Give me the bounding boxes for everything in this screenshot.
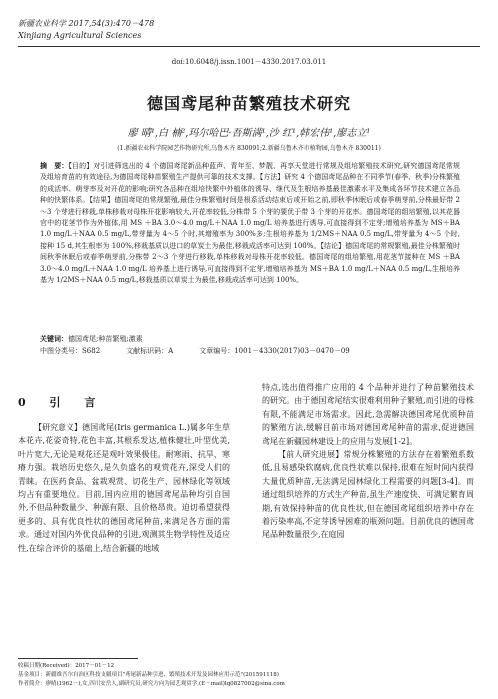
paragraph: 特点,选出值得推广应用的 4 个品种并进行了种苗繁殖技术的研究。由于德国鸢尾结实很难利用种子繁殖,而引进的母株有限,不能满足市场需求。因此,急需解决德国鸢尾优质种苗的繁殖方法,缓解目前市场对德国鸢尾种苗的需求,促进德国鸢尾在新疆园林建设上的应用与发展[1-2]。 [262, 383, 474, 446]
doi-link[interactable]: doi:10.6048/j.issn.1001－4330.2017.03.011 [171, 58, 327, 66]
keywords [40, 333, 460, 345]
abstract-label: 摘 要： [40, 161, 69, 170]
clc-number: 中图分类号：S682 [40, 347, 101, 355]
abstract [40, 160, 460, 286]
footnote-rule [18, 658, 138, 659]
header-rule [18, 46, 480, 47]
keywords-text: 德国鸢尾;种苗繁殖;激素 [68, 335, 143, 343]
document-code: 文献标识码：A [126, 347, 174, 355]
article-number: 文章编号：1001－4330(2017)03－0470－09 [199, 347, 350, 355]
footnote-fund: 基金项目：新疆维吾尔自治区科技支疆项目"鸢尾新品种引进、繁殖技术开发及园林应用示范"(201591118) [18, 672, 279, 678]
footnote-received: 收稿日期(Received)：2017－01－12 [18, 663, 115, 669]
abstract-text: 【目的】对引进筛选出的 4 个德国鸢尾新品种蓝声、青年至、梦靓、再享天堂进行常规及组培繁殖技术研究,研究德国鸢尾常规及组培育苗的有效途径,为德国鸢尾种苗繁殖生产提供可靠的技术支撑。【方法】研究 4 个德国鸢尾品种在不同季节(春季、秋季)分株繁殖的成活率、萌芽率及对开花的影响;研究各品种在组培快繁中外植体的诱导、继代及生根培养基最佳激素水平及集成各环节技术建立各品种的快繁体系。【结果】德国鸢尾的常规繁殖,最佳分株繁殖时间是根系活动结束后或开始之前,即秋季休眠后或春季萌芽前,分株最好带 2～3 个芽进行移栽,单株移栽对母株开花影响较大,开花率较低,分株带 5 个芽的要优于带 3 个芽的开花率。德国鸢尾的组培繁殖,以其花器官中的花茎节作为外植体,用 MS ＋BA 3.0～4.0 mg/L＋NAA 1.0 mg/L 培养基进行诱导,可直接得到不定芽;增殖培养基为 MS＋BA 1.0 mg/L＋NAA 0.5 mg/L,带芽量为 4～5 个时,其增殖率为 300%多;生根培养基为 1/2MS＋NAA 0.5 mg/L,带芽量为 4～5 个时,接种 15 d,其生根率为 100%,移栽基质以进口的草炭土为最佳,移栽成活率可达到 100%。【结论】德国鸢尾的常规繁殖,最佳分株繁殖时间秋季休眠后或春季萌芽前,分株带 2～3 个芽进行移栽,单株移栽对母株开花率较低。德国鸢尾的组培繁殖,用花茎节接种在 MS ＋BA 3.0～4.0 mg/L＋NAA 1.0 mg/L 培养基上进行诱导,可直接得到不定芽,增殖培养基为 MS＋BA 1.0 mg/L＋NAA 0.5 mg/L,生根培养基为 1/2MS＋NAA 0.5 mg/L,移栽基质以草炭土为最佳,移栽成活率可达到 100%。 [40, 162, 461, 285]
journal-header [18, 18, 154, 42]
keywords-label: 关键词： [40, 334, 68, 343]
paragraph: 【前人研究进展】常规分株繁殖的方法存在着繁殖系数低,且易感染软腐病,优良性状难以保持,很难在短时间内获得大量优质种苗,无法满足园林绿化工程需要的问题[3-4]。而通过组织培养的方式生产种苗,虽生产速度快、可满足繁育周期,有效保持种苗的优良性状,但在德国鸢尾组织培养中存在着污染率高,不定芽诱导困难的瓶颈问题。目前优良的德国鸢尾品种数量很少,在庭园 [262, 450, 474, 540]
journal-name-cn: 新疆农业科学 2017,54(3):470－478 [18, 19, 155, 28]
section-title: 引 言 [49, 396, 106, 409]
journal-name-en: Xinjiang Agricultural Sciences [18, 31, 142, 40]
paper-title: 德国鸢尾种苗繁殖技术研究 [146, 94, 351, 113]
footnote-author: 作者简介：廖晴(1962－),女,四川安岳人,副研究员,研究方向为园艺观赏学,(E－mail)lq0827002@sina.com [18, 681, 285, 687]
right-column [262, 381, 474, 542]
left-column [18, 421, 230, 555]
section-number: 0 [18, 396, 36, 409]
classification-row [40, 346, 460, 356]
author-list: 廖 晴¹,白 楠²,玛尔哈巴·吾斯满¹,沙 红¹,韩宏伟¹,廖志立¹ [127, 128, 371, 139]
affiliation: (1.新疆农业科学院园艺作物研究所,乌鲁木齐 830091;2.新疆乌鲁木齐市植物园,乌鲁木齐 830011) [117, 145, 381, 152]
paragraph: 【研究意义】德国鸢尾(Iris germanica L.)属多年生草本花卉,花姿奇特,花色丰富,其根系发达,植株健壮,叶型优美,叶片宽大,无论是观花还是观叶效果极佳。耐寒雨、抗旱、寒瘠力强。栽培历史悠久,是久负盛名的观赏花卉,深受人们的青睐。在医药食品、盆栽观赏、切花生产、园林绿化等领域均占有重要地位。目前,国内应用的德国鸢尾品种均引自国外,不但品种数量少、种源有限、且价格昂贵。迫切希望获得更多的、具有优良性状的德国鸢尾种苗,来满足各方面的需求。通过对国内外优良品种的引进,观测其生物学特性及适应性,在综合评价的基础上,结合新疆的地域 [18, 423, 230, 553]
section-heading [18, 394, 105, 410]
